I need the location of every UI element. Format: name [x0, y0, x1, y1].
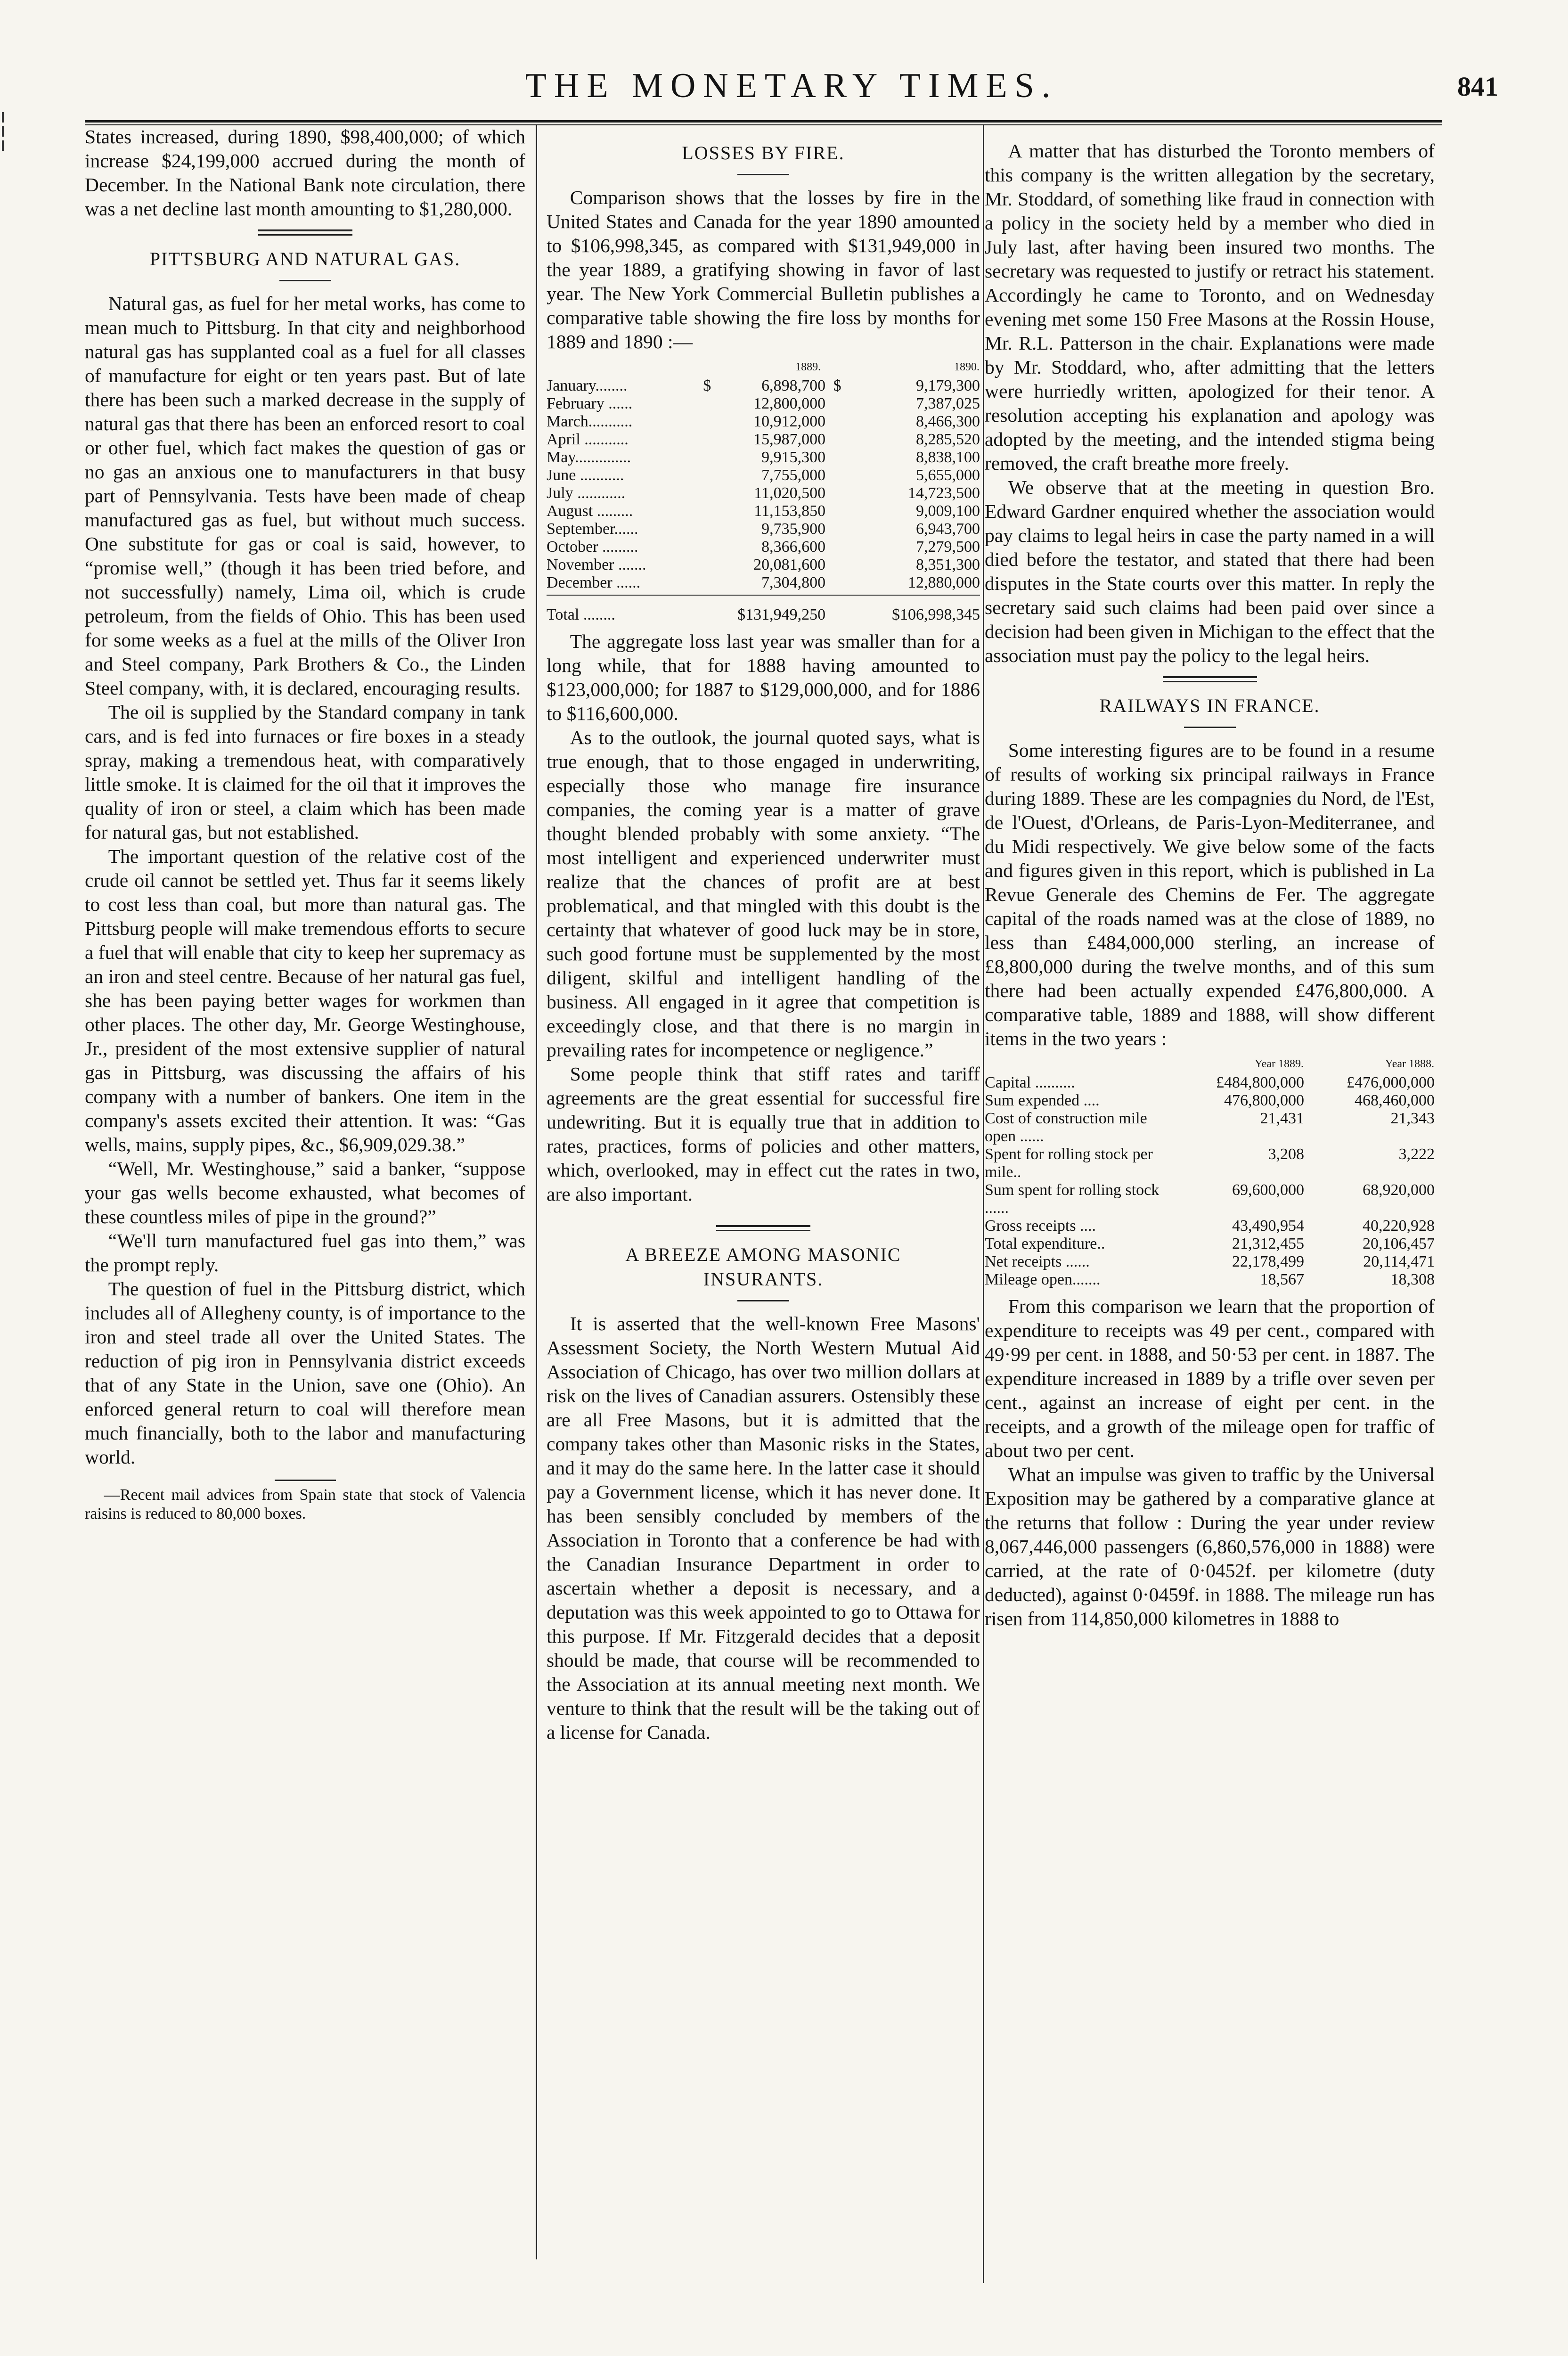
column-1 [85, 125, 525, 2280]
value-1889-cell: 18,567 [1260, 1271, 1305, 1288]
month-cell: October ......... [547, 538, 638, 556]
heading-rule [737, 1300, 789, 1301]
value-text: 10,912,000 [753, 413, 826, 430]
month-cell: February ...... [547, 395, 633, 412]
value-1889-cell [694, 574, 825, 592]
value-1889-cell [694, 556, 825, 574]
value-text: 12,800,000 [753, 395, 826, 412]
value-1889-cell [694, 377, 825, 395]
article-paragraph: It is asserted that the well-known Free Masons' Assessment Society, the North Western Mutual Aid Association of Chicago, has over two million dollars at risk on the lives of Canadian assurers. Ostensibly these are all Free Masons, but it is admitted that the company takes other than Masonic risks in the States, and it may do the same here. In the latter case it should pay a Government license, which it has never done. It has been sensibly concluded by members of the Association in Toronto that a conference be had with the Canadian Insurance Department in order to ascertain whether a deposit is necessary, and a deputation was this week appointed to go to Ottawa for this purpose. If Mr. Fitzgerald decides that a deposit should be made, that course will be recommended to the Association at its annual meeting next month. We venture to think that the result will be the taking out of a license for Canada. [547, 1313, 980, 1743]
table-row [547, 413, 980, 431]
column-separator [536, 125, 537, 2259]
value-1889-cell [694, 520, 825, 538]
table-header-1890: 1890. [954, 361, 980, 373]
value-1888-cell: 18,308 [1390, 1271, 1435, 1288]
value-text: 9,735,900 [761, 520, 826, 538]
value-1890-cell: 5,655,000 [916, 466, 980, 484]
table-row [985, 1074, 1435, 1092]
month-cell: April ........... [547, 431, 629, 448]
table-header-year-1888: Year 1888. [1385, 1058, 1434, 1070]
value-text: 15,987,000 [753, 431, 826, 448]
value-text: 7,755,000 [761, 466, 826, 484]
value-1889-cell: £484,800,000 [1216, 1074, 1305, 1091]
section-divider [1163, 676, 1257, 682]
table-row [985, 1235, 1435, 1253]
currency-cell [825, 574, 849, 592]
table-row [547, 377, 980, 395]
article-paragraph: The aggregate loss last year was smaller than for a long while, that for 1888 having amounted to $123,000,000; for 1887 to $129,000,000, and for 1886 to $116,600,000. [547, 630, 980, 724]
table-header-1889: 1889. [795, 361, 821, 373]
month-cell: September...... [547, 520, 638, 538]
value-text: 11,153,850 [754, 502, 826, 520]
value-text: 8,366,600 [761, 538, 826, 556]
article-paragraph: What an impulse was given to traffic by the Universal Exposition may be gathered by a comparative glance at the returns that follow : During the year under review 8,067,446,000 passengers (6,860,576,000 in 1888) were carried, at the rate of 0·0452f. per kilometre (duty deducted), against 0·0459f. in 1888. The mileage run has risen from 114,850,000 kilometres in 1888 to [985, 1464, 1435, 1629]
item-cell: Mileage open....... [985, 1271, 1101, 1288]
value-text: 9,915,300 [761, 449, 826, 466]
value-1888-cell: 20,114,471 [1363, 1253, 1435, 1270]
value-1890-cell: 7,279,500 [916, 538, 980, 556]
value-1889-cell [694, 449, 825, 466]
total-1890: $106,998,345 [892, 606, 980, 623]
currency-cell [825, 538, 849, 556]
value-1890-cell: 9,009,100 [916, 502, 980, 520]
value-1888-cell: £476,000,000 [1347, 1074, 1435, 1091]
table-row [547, 502, 980, 520]
page-header [85, 66, 1498, 118]
item-cell: Cost of construction mile open ...... [985, 1110, 1147, 1145]
heading-rule [737, 174, 789, 175]
value-1890-cell: 12,880,000 [908, 574, 980, 591]
currency-cell: $ [833, 377, 841, 394]
currency-sign: $ [703, 377, 711, 394]
value-1889-cell [694, 395, 825, 413]
value-1890-cell: 7,387,025 [916, 395, 980, 412]
news-note: —Recent mail advices from Spain state that stock of Valencia raisins is reduced to 80,000 boxes. [85, 1486, 525, 1522]
table-row [547, 520, 980, 538]
value-1888-cell: 3,222 [1398, 1145, 1435, 1163]
article-paragraph: We observe that at the meeting in question Bro. Edward Gardner enquired whether the association would pay claims to legal heirs in case the party named in a will died before the testator, and stated that there had been disputes in the State courts over this matter. In reply the secretary said such claims had been paid over since a decision had been given in Michigan to the effect that the association must pay the policy to the legal heirs. [985, 476, 1435, 666]
value-text: 20,081,600 [753, 556, 826, 573]
value-1889-cell: 22,178,499 [1232, 1253, 1305, 1270]
item-cell: Spent for rolling stock per mile.. [985, 1145, 1153, 1181]
table-row [985, 1145, 1435, 1181]
total-label: Total ........ [547, 606, 615, 623]
value-1888-cell: 68,920,000 [1363, 1181, 1435, 1199]
currency-cell [825, 502, 849, 520]
table-row [547, 466, 980, 484]
table-row [547, 484, 980, 502]
header-rule [85, 120, 1442, 123]
margin-marks [0, 108, 6, 165]
value-1890-cell: 9,179,300 [916, 377, 980, 394]
value-1889-cell [694, 538, 825, 556]
table-header-year-1889: Year 1889. [1254, 1058, 1304, 1070]
article-paragraph: The oil is supplied by the Standard company in tank cars, and is fed into furnaces or fire boxes in a steady spray, making a tremendous heat, with comparatively little smoke. It is claimed for the oil that it improves the quality of iron or steel, a claim which has been made for natural gas, but not established. [85, 701, 525, 843]
page-number: 841 [1457, 71, 1498, 102]
item-cell: Capital .......... [985, 1074, 1075, 1091]
value-1889-cell [694, 502, 825, 520]
heading-rule [279, 280, 331, 281]
currency-cell [825, 484, 849, 502]
article-paragraph: A matter that has disturbed the Toronto members of this company is the written allegation by the secretary, Mr. Stoddard, of something like fraud in connection with a policy in the society held by a member who died in July last, after having been insured two months. The secretary was requested to justify or retract his statement. Accordingly he came to Toronto, and on Wednesday evening met some 150 Free Masons at the Rossin House, Mr. R.L. Patterson in the chair. Explanations were made by Mr. Stoddard, who, after admitting that the letters were hurriedly written, apologized for their tenor. A resolution accepting his explanation and apology was adopted by the meeting, and the intended stigma being removed, the craft breathe more freely. [985, 140, 1435, 474]
month-cell: May.............. [547, 449, 631, 466]
table-row [547, 395, 980, 413]
table-row [547, 449, 980, 466]
table-row [985, 1253, 1435, 1271]
value-1889-cell [694, 484, 825, 502]
value-1889-cell: 3,208 [1268, 1145, 1305, 1163]
article-paragraph: “Well, Mr. Westinghouse,” said a banker, “suppose your gas wells become exhausted, what becomes of these countless miles of pipe in the ground?” [85, 1158, 525, 1227]
value-1890-cell: 8,838,100 [916, 449, 980, 466]
table-row [985, 1271, 1435, 1289]
article-paragraph: The question of fuel in the Pittsburg district, which includes all of Allegheny county, is of importance to the iron and steel trade all over the United States. The reduction of pig iron in Pennsylvania district exceeds that of any State in the Union, save one (Ohio). An enforced general return to coal will therefore mean much financially, both to the labor and manufacturing world. [85, 1278, 525, 1468]
article-paragraph: “We'll turn manufactured fuel gas into them,” was the prompt reply. [85, 1230, 525, 1276]
value-1890-cell: 8,351,300 [916, 556, 980, 573]
value-1888-cell: 468,460,000 [1355, 1092, 1435, 1109]
currency-cell [825, 520, 849, 538]
article-paragraph: Comparison shows that the losses by fire in the United States and Canada for the year 1890 amounted to $106,998,345, as compared with $131,949,000 in the year 1889, a gratifying showing in favor of last year. The New York Commercial Bulletin publishes a comparative table showing the fire loss by months for 1889 and 1890 :— [547, 187, 980, 352]
value-1890-cell: 8,285,520 [916, 431, 980, 448]
item-cell: Total expenditure.. [985, 1235, 1105, 1252]
column-2 [547, 125, 980, 2280]
section-heading-losses: LOSSES BY FIRE. [682, 142, 845, 164]
currency-cell [825, 413, 849, 431]
month-cell: July ............ [547, 484, 626, 502]
lead-paragraph: States increased, during 1890, $98,400,000; of which increase $24,199,000 accrued during the month of December. In the National Bank note circulation, there was a net decline last month amounting to $1,280,000. [85, 126, 525, 220]
table-row [985, 1110, 1435, 1145]
note-rule [275, 1480, 336, 1481]
masthead-title: THE MONETARY TIMES. [525, 66, 1058, 105]
table-row [547, 538, 980, 556]
table-row [547, 574, 980, 592]
article-paragraph: From this comparison we learn that the proportion of expenditure to receipts was 49 per cent., compared with 49·99 per cent. in 1888, and 50·53 per cent. in 1887. The expenditure increased in 1889 by a trifle over seven per cent., against an increase of eight per cent. in the receipts, and a growth of the mileage open for traffic of about two per cent. [985, 1295, 1435, 1461]
value-1889-cell [694, 466, 825, 484]
value-text: 11,020,500 [754, 484, 826, 502]
month-cell: June ........... [547, 466, 624, 484]
value-1888-cell: 21,343 [1390, 1110, 1435, 1127]
currency-cell [825, 431, 849, 449]
article-paragraph: Some people think that stiff rates and tariff agreements are the great essential for successful fire undewriting. But it is equally true that in addition to rates, practices, forms of policies and other matters, which, overlooked, may in effect cut the rates in two, are also important. [547, 1063, 980, 1205]
value-1889-cell [694, 431, 825, 449]
value-1888-cell: 20,106,457 [1363, 1235, 1435, 1252]
item-cell: Sum expended .... [985, 1092, 1100, 1109]
column-separator [983, 125, 984, 2283]
value-text: 6,898,700 [761, 377, 826, 394]
month-cell: March........... [547, 413, 633, 430]
value-1889-cell: 476,800,000 [1224, 1092, 1305, 1109]
table-row [985, 1181, 1435, 1217]
value-1889-cell: 21,312,455 [1232, 1235, 1305, 1252]
table-total-row [547, 595, 980, 624]
value-text: 7,304,800 [761, 574, 826, 591]
section-heading-railways: RAILWAYS IN FRANCE. [1099, 695, 1320, 716]
value-1889-cell: 43,490,954 [1232, 1217, 1305, 1235]
heading-rule [1184, 727, 1236, 728]
item-cell: Gross receipts .... [985, 1217, 1096, 1235]
value-1890-cell: 14,723,500 [908, 484, 980, 502]
table-row [985, 1092, 1435, 1110]
section-heading-pittsburg: PITTSBURG AND NATURAL GAS. [149, 248, 461, 270]
article-paragraph: As to the outlook, the journal quoted says, what is true enough, that to those engaged in underwriting, especially those who manage fire insurance companies, the coming year is a matter of grave thought blended probably with some anxiety. “The most intelligent and experienced underwriter must realize that the chances of profit are at best problematical, and that mingled with this doubt is the certainty that whatever of good luck may be in store, such good fortune must be supplemented by the most diligent, skilful and intelligent handling of the business. All engaged in it agree that competition is exceedingly close, and that there is no margin in prevailing rates for incompetence or negligence.” [547, 727, 980, 1061]
currency-cell [825, 466, 849, 484]
month-cell: January........ [547, 377, 628, 394]
table-row [547, 431, 980, 449]
value-1890-cell: 6,943,700 [916, 520, 980, 538]
fire-losses-table [547, 358, 980, 624]
item-cell: Net receipts ...... [985, 1253, 1090, 1270]
table-row [985, 1217, 1435, 1235]
article-paragraph: Some interesting figures are to be found in a resume of results of working six principal railways in France during 1889. These are les compagnies du Nord, de l'Est, de l'Ouest, d'Orleans, de Paris-Lyon-Mediterranee, and du Midi respectively. We give below some of the facts and figures given in this report, which is published in La Revue Generale des Chemins de Fer. The aggregate capital of the roads named was at the close of 1889, no less than £484,000,000 sterling, an increase of £8,800,000 during the twelve months, and of this sum there had been actually expended £476,800,000. A comparative table, 1889 and 1888, will show different items in the two years : [985, 739, 1435, 1049]
value-1888-cell: 40,220,928 [1363, 1217, 1435, 1235]
currency-cell [825, 395, 849, 413]
value-1889-cell: 21,431 [1260, 1110, 1305, 1127]
currency-cell [825, 556, 849, 574]
item-cell: Sum spent for rolling stock ...... [985, 1181, 1160, 1217]
column-3 [985, 125, 1435, 2280]
value-1889-cell: 69,600,000 [1232, 1181, 1305, 1199]
month-cell: December ...... [547, 574, 641, 591]
section-divider [258, 229, 352, 236]
article-paragraph: The important question of the relative cost of the crude oil cannot be settled yet. Thus far it seems likely to cost less than coal, but more than natural gas. The Pittsburg people will make tremendous efforts to secure a fuel that will enable that city to keep her supremacy as an iron and steel centre. Because of her natural gas fuel, she has been paying better wages for workmen than other places. The other day, Mr. George Westinghouse, Jr., president of the most extensive supplier of natural gas in Pittsburg, was discussing the affairs of his company with a number of bankers. One item in the company's assets excited their attention. It was: “Gas wells, mains, supply pipes, &c., $6,909,029.38.” [85, 845, 525, 1155]
value-1889-cell [694, 413, 825, 431]
month-cell: August ......... [547, 502, 633, 520]
table-row [547, 556, 980, 574]
section-divider [716, 1225, 810, 1231]
section-heading-masonic: A BREEZE AMONG MASONIC INSURANTS. [625, 1244, 901, 1290]
total-1889: $131,949,250 [737, 606, 826, 623]
value-1890-cell: 8,466,300 [916, 413, 980, 430]
month-cell: November ....... [547, 556, 646, 573]
railways-table [985, 1055, 1435, 1289]
article-paragraph: Natural gas, as fuel for her metal works, has come to mean much to Pittsburg. In that city and neighborhood natural gas has supplanted coal as a fuel for all classes of manufacture for eight or ten years past. But of late there has been such a marked decrease in the supply of natural gas that there has been an enforced resort to coal or other fuel, which fact makes the question of gas or no gas an anxious one to manufacturers in that busy part of Pennsylvania. Tests have been made of cheap manufactured gas as fuel, but without much success. One substitute for gas or coal is said, however, to “promise well,” (though it has been tried before, and not successfully) namely, Lima oil, which is crude petroleum, from the fields of Ohio. This has been used for some weeks as a fuel at the mills of the Oliver Iron and Steel company, Park Brothers & Co., the Linden Steel company, with, it is declared, encouraging results. [85, 293, 525, 699]
currency-cell [825, 449, 849, 466]
